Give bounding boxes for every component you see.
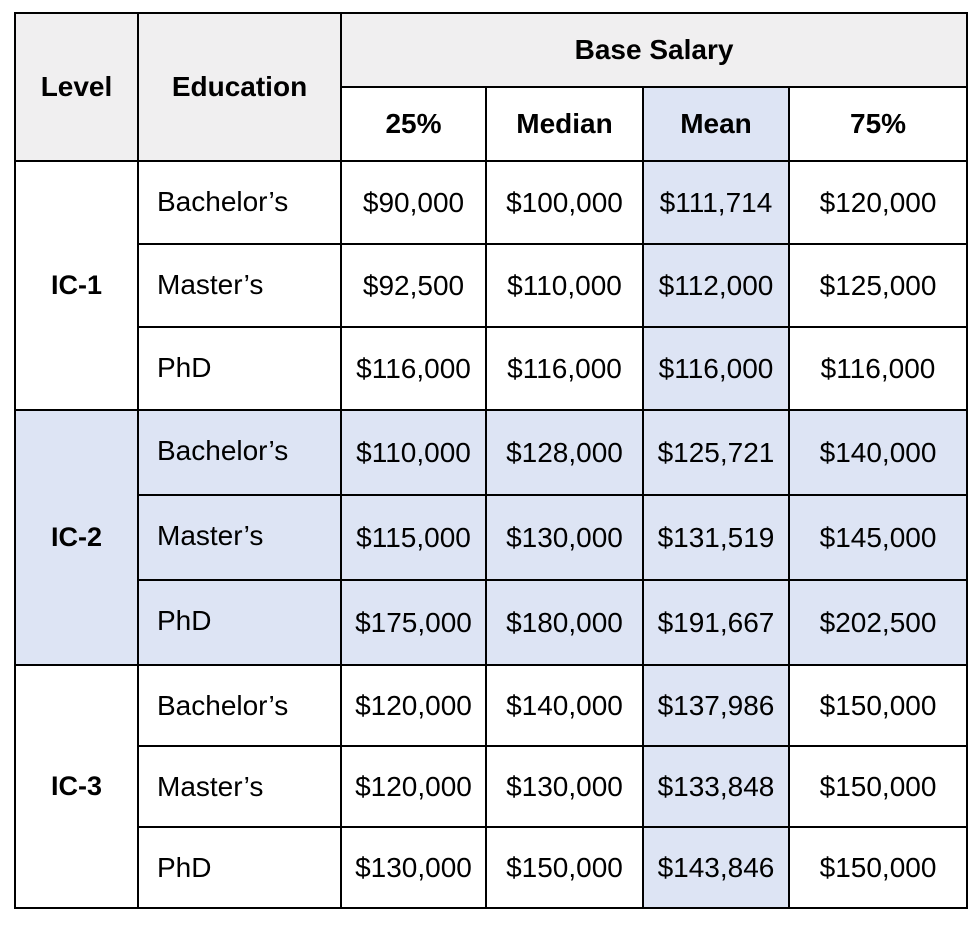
median-cell: $100,000 <box>486 161 643 244</box>
table-row <box>15 580 967 665</box>
mean-cell: $133,848 <box>643 746 789 827</box>
level-cell: IC-2 <box>15 410 138 665</box>
p75-cell: $145,000 <box>789 495 967 580</box>
education-cell: PhD <box>138 580 341 665</box>
table-row <box>15 665 967 746</box>
education-cell: PhD <box>138 827 341 908</box>
header-col-75: 75% <box>789 87 967 161</box>
education-cell: Master’s <box>138 244 341 327</box>
header-base-salary: Base Salary <box>341 13 967 87</box>
p75-cell: $202,500 <box>789 580 967 665</box>
mean-cell: $191,667 <box>643 580 789 665</box>
mean-cell: $131,519 <box>643 495 789 580</box>
table-row <box>15 746 967 827</box>
salary-table <box>14 12 968 909</box>
p25-cell: $175,000 <box>341 580 486 665</box>
table-row <box>15 327 967 410</box>
header-education: Education <box>138 13 341 161</box>
table-row <box>15 410 967 495</box>
median-cell: $128,000 <box>486 410 643 495</box>
mean-cell: $111,714 <box>643 161 789 244</box>
p25-cell: $115,000 <box>341 495 486 580</box>
header-level: Level <box>15 13 138 161</box>
median-cell: $116,000 <box>486 327 643 410</box>
p25-cell: $110,000 <box>341 410 486 495</box>
mean-cell: $143,846 <box>643 827 789 908</box>
mean-cell: $125,721 <box>643 410 789 495</box>
education-cell: Bachelor’s <box>138 665 341 746</box>
p25-cell: $130,000 <box>341 827 486 908</box>
p75-cell: $150,000 <box>789 746 967 827</box>
level-cell: IC-3 <box>15 665 138 908</box>
median-cell: $150,000 <box>486 827 643 908</box>
table-row <box>15 827 967 908</box>
p25-cell: $120,000 <box>341 665 486 746</box>
level-cell: IC-1 <box>15 161 138 410</box>
mean-cell: $116,000 <box>643 327 789 410</box>
header-col-median: Median <box>486 87 643 161</box>
p75-cell: $140,000 <box>789 410 967 495</box>
education-cell: Master’s <box>138 746 341 827</box>
table-row <box>15 495 967 580</box>
p75-cell: $150,000 <box>789 665 967 746</box>
mean-cell: $112,000 <box>643 244 789 327</box>
table-row <box>15 161 967 244</box>
p25-cell: $120,000 <box>341 746 486 827</box>
p75-cell: $116,000 <box>789 327 967 410</box>
table-row <box>15 244 967 327</box>
p75-cell: $125,000 <box>789 244 967 327</box>
education-cell: Bachelor’s <box>138 161 341 244</box>
education-cell: Bachelor’s <box>138 410 341 495</box>
median-cell: $130,000 <box>486 746 643 827</box>
p25-cell: $92,500 <box>341 244 486 327</box>
p25-cell: $90,000 <box>341 161 486 244</box>
education-cell: Master’s <box>138 495 341 580</box>
median-cell: $110,000 <box>486 244 643 327</box>
education-cell: PhD <box>138 327 341 410</box>
mean-cell: $137,986 <box>643 665 789 746</box>
median-cell: $130,000 <box>486 495 643 580</box>
header-row-top <box>15 13 967 87</box>
header-col-25: 25% <box>341 87 486 161</box>
header-col-mean: Mean <box>643 87 789 161</box>
p75-cell: $150,000 <box>789 827 967 908</box>
p75-cell: $120,000 <box>789 161 967 244</box>
p25-cell: $116,000 <box>341 327 486 410</box>
median-cell: $180,000 <box>486 580 643 665</box>
median-cell: $140,000 <box>486 665 643 746</box>
